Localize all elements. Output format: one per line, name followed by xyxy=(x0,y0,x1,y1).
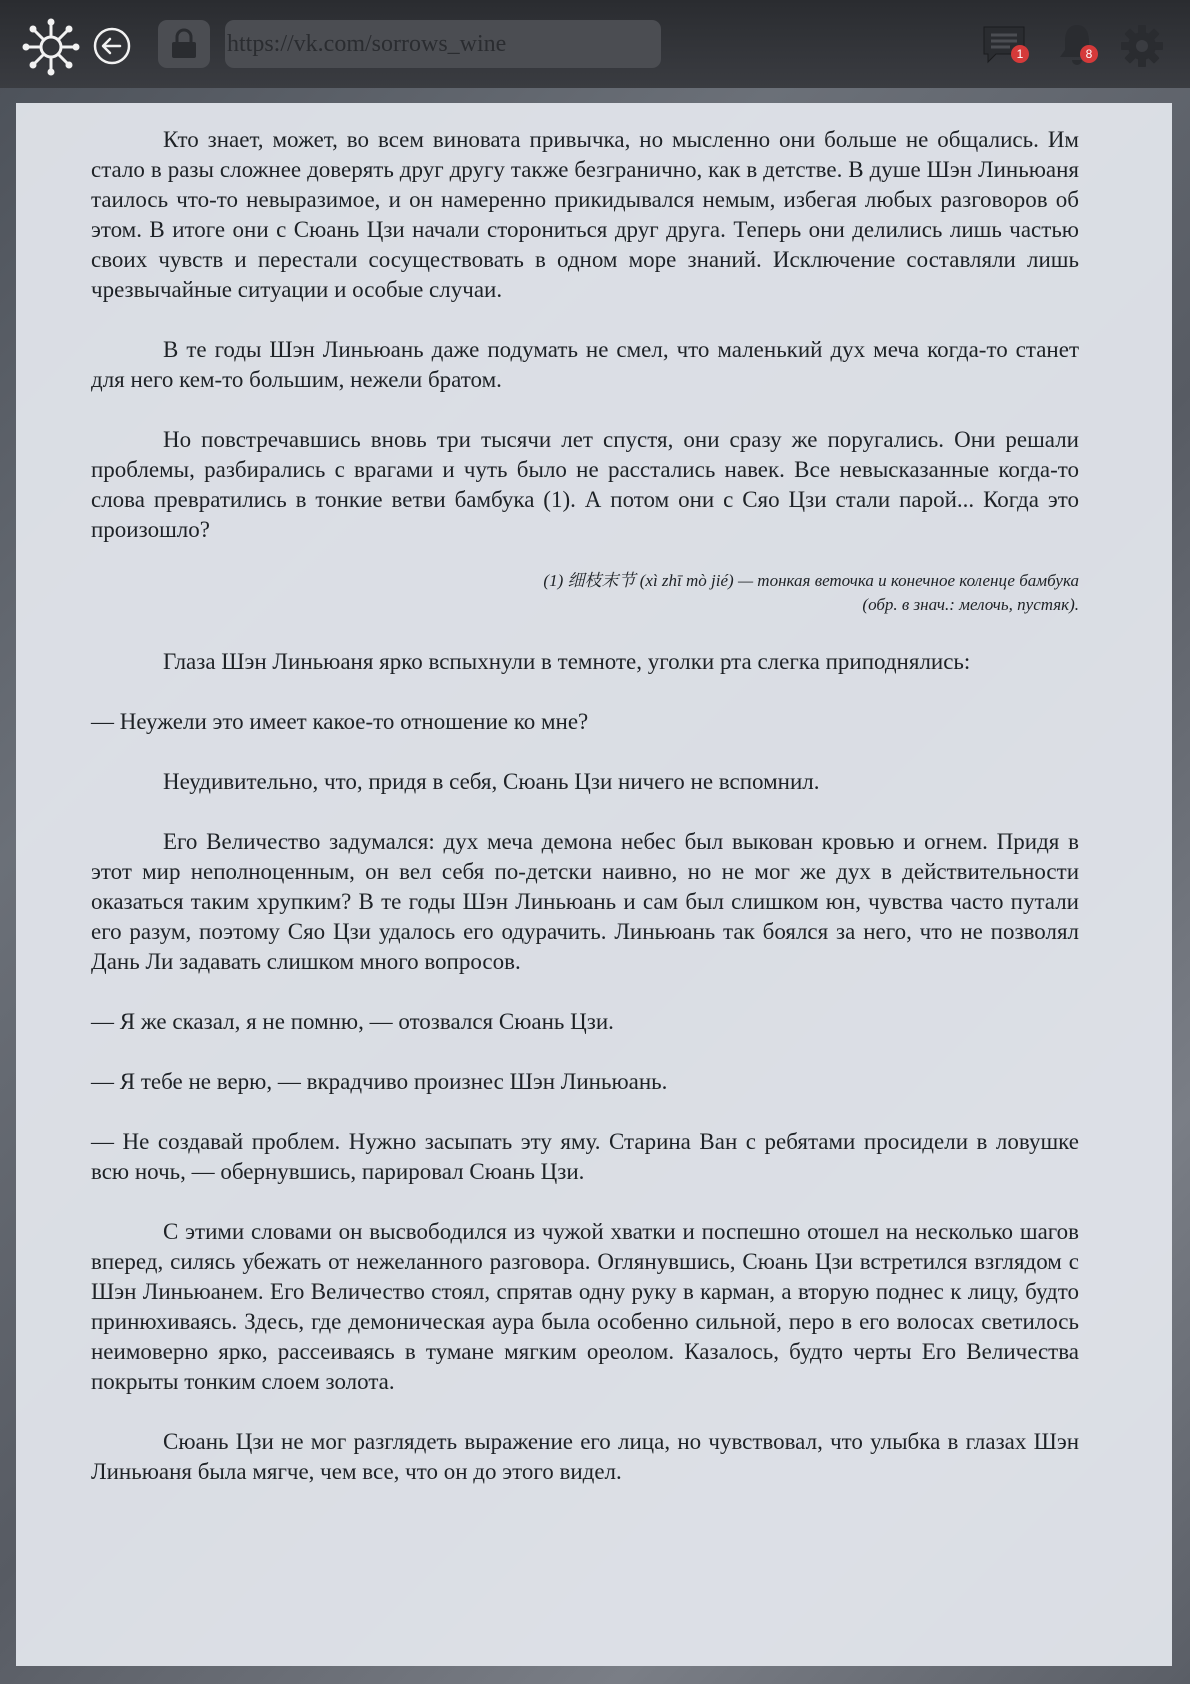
paragraph: В те годы Шэн Линьюань даже подумать не смел, что маленький дух меча когда-то станет для него кем-то большим, нежели братом. xyxy=(91,337,1079,392)
paragraph: Но повстречавшись вновь три тысячи лет спустя, они сразу же поругались. Они решали проблемы, разбирались с врагами и чуть было не расстались навек. Все невысказанные когда-то слова превратились в тонкие ветви бамбука (1). А потом они с Сяо Цзи стали парой... Когда это произошло? xyxy=(91,427,1079,542)
messages-badge: 1 xyxy=(1011,45,1029,63)
back-arrow-icon[interactable] xyxy=(92,26,132,66)
dialogue-line: — Я тебе не верю, — вкрадчиво произнес Шэн Линьюань. xyxy=(91,1069,668,1094)
article-text xyxy=(91,125,1079,1517)
paragraph: С этими словами он высвободился из чужой хватки и поспешно отошел на несколько шагов вперед, силясь убежать от нежеланного разговора. Оглянувшись, Сюань Цзи встретился взглядом с Шэн Линьюанем. Его Величество стоял, спрятав одну руку в карман, а вторую поднес к лицу, будто принюхиваясь. Здесь, где демоническая аура была особенно сильной, перо в его волосах светилось неимоверно ярко, рассеиваясь в тумане мягким ореолом. Казалось, будто черты Его Величества покрыты тонким слоем золота. xyxy=(91,1219,1079,1394)
settings-gear-icon[interactable] xyxy=(1120,24,1164,68)
paragraph: Его Величество задумался: дух меча демона небес был выкован кровью и огнем. Придя в этот мир неполноценным, он вел себя по-детски наивно, но не мог же дух в действительности оказаться таким хрупким? В те годы Шэн Линьюань и сам был слишком юн, чувства часто путали его разум, поэтому Сяо Цзи удалось его одурачить. Линьюань так боялся за него, что не позволял Дань Ли задавать слишком много вопросов. xyxy=(91,829,1079,974)
lock-icon[interactable] xyxy=(158,20,210,68)
top-toolbar xyxy=(0,0,1190,88)
network-logo-icon[interactable] xyxy=(22,18,80,76)
notifications-badge: 8 xyxy=(1080,45,1098,63)
dialogue-line: — Неужели это имеет какое-то отношение ко мне? xyxy=(91,709,589,734)
footnote xyxy=(91,569,1079,617)
paragraph: Глаза Шэн Линьюаня ярко вспыхнули в темноте, уголки рта слегка приподнялись: xyxy=(163,649,971,674)
dialogue-line: — Не создавай проблем. Нужно засыпать эту яму. Старина Ван с ребятами просидели в ловушке всю ночь, — обернувшись, парировал Сюань Цзи. xyxy=(91,1129,1079,1184)
paragraph: Неудивительно, что, придя в себя, Сюань Цзи ничего не вспомнил. xyxy=(163,769,820,794)
dialogue-line: — Я же сказал, я не помню, — отозвался Сюань Цзи. xyxy=(91,1009,614,1034)
paragraph: Сюань Цзи не мог разглядеть выражение его лица, но чувствовал, что улыбка в глазах Шэн Линьюаня была мягче, чем все, что он до этого видел. xyxy=(91,1429,1079,1484)
footnote-line: (обр. в знач.: мелочь, пустяк). xyxy=(862,595,1079,614)
paragraph: Кто знает, может, во всем виновата привычка, но мысленно они больше не общались. Им стало в разы сложнее доверять друг другу также безгранично, как в детстве. В душе Шэн Линьюаня таилось что-то невыразимое, и он намеренно прикидывался немым, избегая любых разговоров об этом. В итоге они с Сюань Цзи начали сторониться друг друга. Теперь они делились лишь частью своих чувств и перестали сосуществовать в одном море знаний. Исключение составляли лишь чрезвычайные ситуации и особые случаи. xyxy=(91,127,1079,302)
footnote-line: (1) 细枝末节 (xì zhī mò jié) — тонкая веточка и конечное коленце бамбука xyxy=(543,571,1079,590)
reading-page xyxy=(16,103,1172,1666)
address-bar[interactable]: https://vk.com/sorrows_wine xyxy=(225,20,661,68)
